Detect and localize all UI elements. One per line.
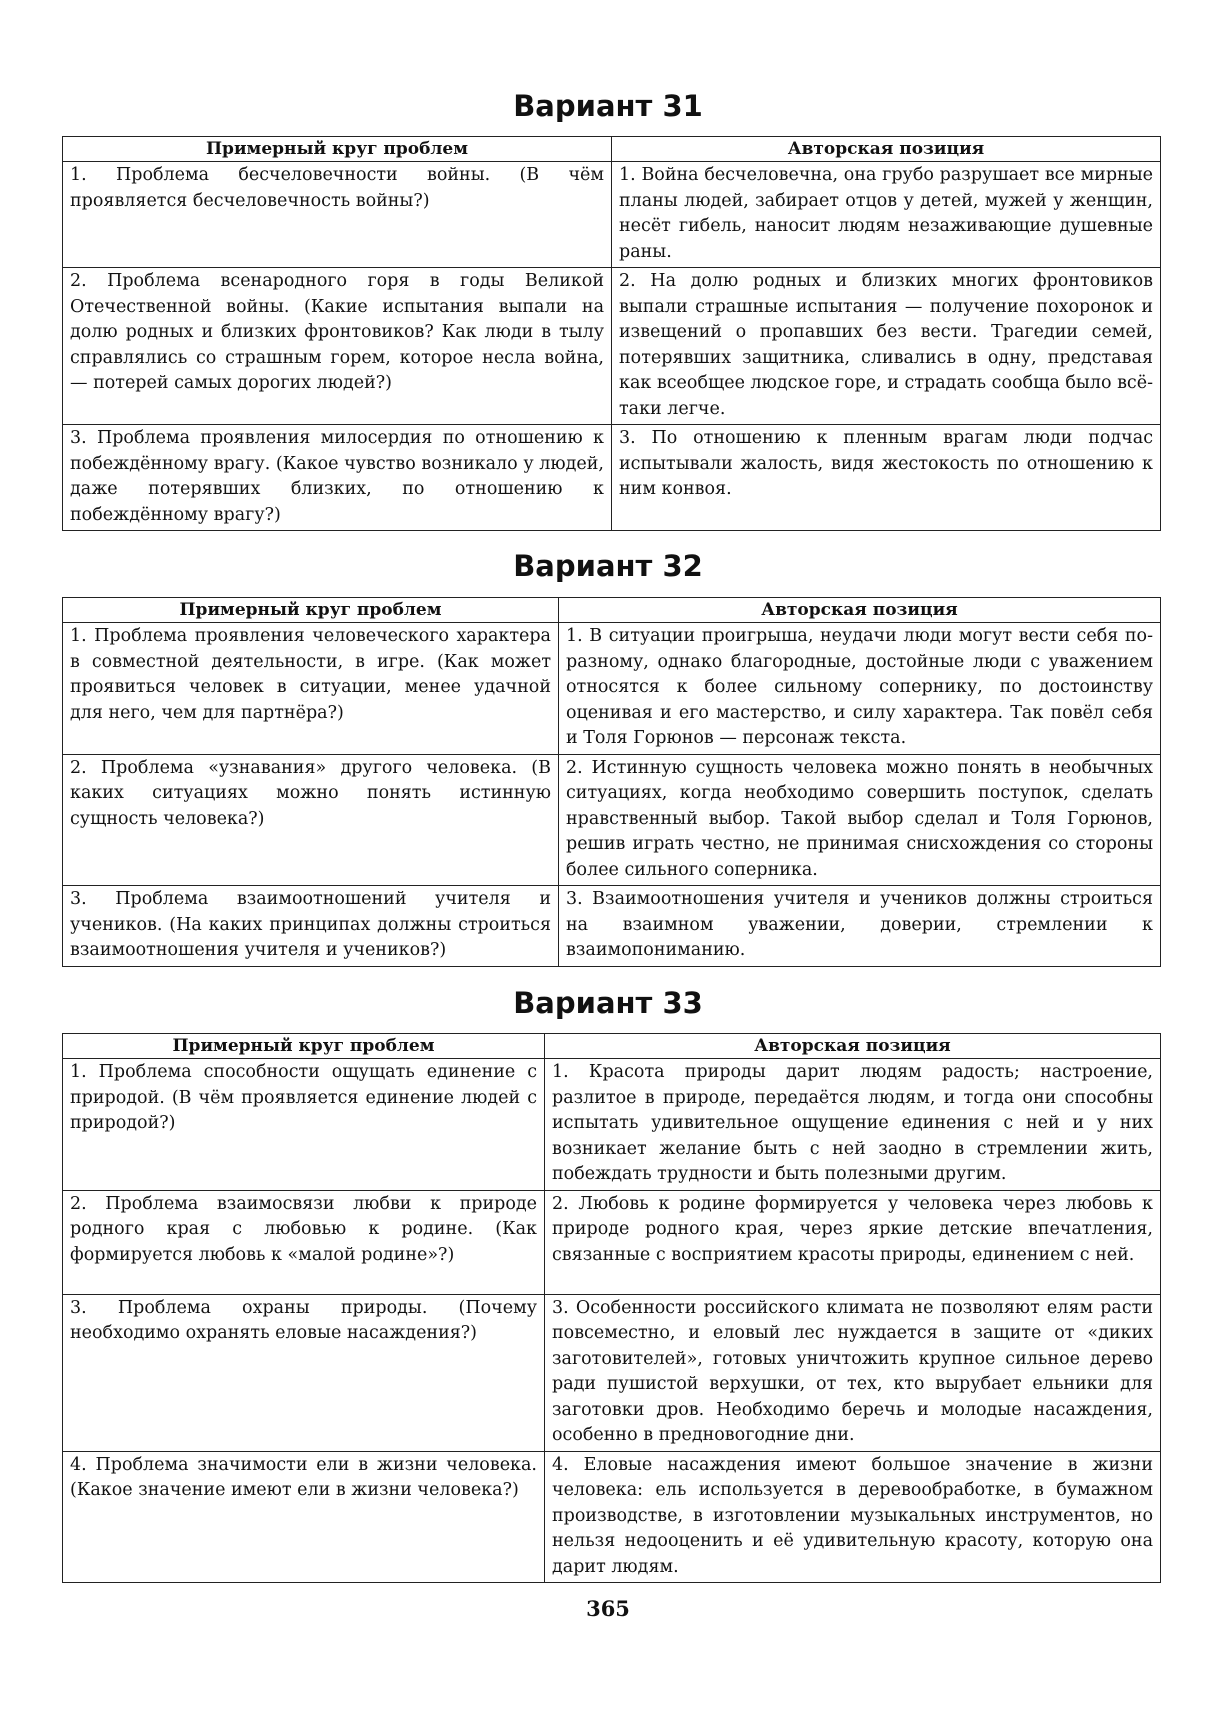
page-number: 365: [586, 1596, 630, 1621]
table-row: [63, 1451, 1161, 1583]
header-position: Авторская позиция: [612, 137, 1161, 162]
position-cell: 3. Взаимоотношения учителя и учеников должны строиться на взаимном уважении, доверии, стремлении к взаимопониманию.: [559, 886, 1161, 967]
problem-cell: 1. Проблема способности ощущать единение с природой. (В чём проявляется единение людей с природой?): [63, 1059, 545, 1191]
table-row: [63, 1294, 1161, 1451]
position-cell: 3. Особенности российского климата не позволяют елям расти повсеместно, и еловый лес нуждается в защите от «диких заготовителей», готовых уничтожить крупное сильное дерево ради пушистой верхушки, от тех, кто вырубает ельники для заготовки дров. Необходимо беречь и молодые насаждения, особенно в предновогодние дни.: [545, 1294, 1161, 1451]
variant-31-table: [62, 136, 1161, 531]
variant-32-title: Вариант 32: [513, 549, 703, 583]
variant-32-table: [62, 597, 1161, 967]
table-row: [63, 425, 1161, 531]
variant-33-title: Вариант 33: [513, 986, 703, 1020]
position-cell: 1. Красота природы дарит людям радость; настроение, разлитое в природе, передаётся людям, и тогда они способны испытать удивительное ощущение единения с ней и у них возникает желание быть с ней заодно в стремлении жить, побеждать трудности и быть полезными другим.: [545, 1059, 1161, 1191]
table-row: [63, 623, 1161, 755]
problem-cell: 1. Проблема бесчеловечности войны. (В чём проявляется бесчеловечность войны?): [63, 162, 612, 268]
problem-cell: 1. Проблема проявления человеческого характера в совместной деятельности, в игре. (Как может проявиться человек в ситуации, менее удачной для него, чем для партнёра?): [63, 623, 559, 755]
header-problems: Примерный круг проблем: [63, 137, 612, 162]
table-header-row: [63, 137, 1161, 162]
position-cell: 3. По отношению к пленным врагам люди подчас испытывали жалость, видя жестокость по отношению к ним конвоя.: [612, 425, 1161, 531]
table-row: [63, 1190, 1161, 1294]
problem-cell: 3. Проблема проявления милосердия по отношению к побеждённому врагу. (Какое чувство возникало у людей, даже потерявших близких, по отношению к побеждённому врагу?): [63, 425, 612, 531]
problem-cell: 3. Проблема взаимоотношений учителя и учеников. (На каких принципах должны строиться взаимоотношения учителя и учеников?): [63, 886, 559, 967]
position-cell: 2. Истинную сущность человека можно понять в необычных ситуациях, когда необходимо совершить поступок, сделать нравственный выбор. Такой выбор сделал и Толя Горюнов, решив играть честно, не принимая снисхождения со стороны более сильного соперника.: [559, 754, 1161, 886]
header-position: Авторская позиция: [545, 1034, 1161, 1059]
position-cell: 2. На долю родных и близких многих фронтовиков выпали страшные испытания — получение похоронок и извещений о пропавших без вести. Трагедии семей, потерявших защитника, сливались в одну, представая как всеобщее людское горе, и страдать сообща было всё-таки легче.: [612, 268, 1161, 425]
table-row: [63, 1059, 1161, 1191]
header-problems: Примерный круг проблем: [63, 598, 559, 623]
position-cell: 2. Любовь к родине формируется у человека через любовь к природе родного края, через яркие детские впечатления, связанные с восприятием красоты природы, единением с ней.: [545, 1190, 1161, 1294]
table-header-row: [63, 1034, 1161, 1059]
variant-31-title: Вариант 31: [513, 89, 703, 123]
table-row: [63, 886, 1161, 967]
problem-cell: 4. Проблема значимости ели в жизни человека. (Какое значение имеют ели в жизни человека?): [63, 1451, 545, 1583]
table-row: [63, 162, 1161, 268]
position-cell: 1. В ситуации проигрыша, неудачи люди могут вести себя по-разному, однако благородные, достойные люди с уважением относятся к более сильному сопернику, по достоинству оценивая и его мастерство, и силу характера. Так повёл себя и Толя Горюнов — персонаж текста.: [559, 623, 1161, 755]
header-position: Авторская позиция: [559, 598, 1161, 623]
table-row: [63, 754, 1161, 886]
position-cell: 4. Еловые насаждения имеют большое значение в жизни человека: ель используется в деревообработке, в бумажном производстве, в изготовлении музыкальных инструментов, но нельзя недооценить и её удивительную красоту, которую она дарит людям.: [545, 1451, 1161, 1583]
position-cell: 1. Война бесчеловечна, она грубо разрушает все мирные планы людей, забирает отцов у детей, мужей у женщин, несёт гибель, наносит людям незаживающие душевные раны.: [612, 162, 1161, 268]
problem-cell: 2. Проблема «узнавания» другого человека. (В каких ситуациях можно понять истинную сущность человека?): [63, 754, 559, 886]
header-problems: Примерный круг проблем: [63, 1034, 545, 1059]
variant-33-table: [62, 1033, 1161, 1583]
table-header-row: [63, 598, 1161, 623]
table-row: [63, 268, 1161, 425]
problem-cell: 2. Проблема всенародного горя в годы Великой Отечественной войны. (Какие испытания выпали на долю родных и близких фронтовиков? Как люди в тылу справлялись со страшным горем, которое несла война, — потерей самых дорогих людей?): [63, 268, 612, 425]
problem-cell: 2. Проблема взаимосвязи любви к природе родного края с любовью к родине. (Как формируется любовь к «малой родине»?): [63, 1190, 545, 1294]
problem-cell: 3. Проблема охраны природы. (Почему необходимо охранять еловые насаждения?): [63, 1294, 545, 1451]
